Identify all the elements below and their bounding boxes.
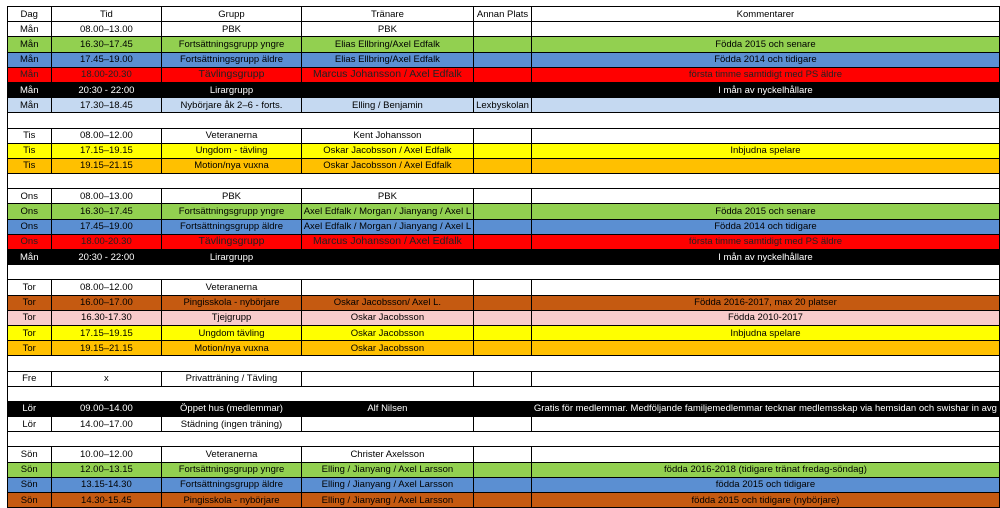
cell-annan-plats <box>474 22 532 37</box>
cell-tid: 10.00–12.00 <box>51 447 162 462</box>
cell-kommentarer <box>531 113 999 128</box>
cell-dag: Sön <box>8 447 52 462</box>
cell-tranare <box>301 174 473 189</box>
cell-annan-plats <box>474 462 532 477</box>
cell-dag: Mån <box>8 98 52 113</box>
table-row <box>8 310 1000 325</box>
cell-tid: 09.00–14.00 <box>51 401 162 416</box>
cell-grupp <box>162 432 301 447</box>
cell-kommentarer: Inbjudna spelare <box>531 143 999 158</box>
cell-dag: Mån <box>8 67 52 82</box>
cell-tid: 08.00–13.00 <box>51 22 162 37</box>
cell-dag: Mån <box>8 22 52 37</box>
table-row <box>8 234 1000 249</box>
table-row <box>8 462 1000 477</box>
cell-tid: 17.15–19.15 <box>51 143 162 158</box>
cell-tranare: Oskar Jacobsson/ Axel L. <box>301 295 473 310</box>
cell-annan-plats <box>474 174 532 189</box>
cell-tranare <box>301 250 473 265</box>
cell-dag: Tor <box>8 295 52 310</box>
cell-tid: x <box>51 371 162 386</box>
cell-annan-plats: Lexbyskolan <box>474 98 532 113</box>
cell-tranare <box>301 280 473 295</box>
spacer-row <box>8 356 1000 371</box>
spacer-row <box>8 432 1000 447</box>
cell-grupp: Fortsättningsgrupp äldre <box>162 219 301 234</box>
cell-tranare: Elling / Benjamin <box>301 98 473 113</box>
cell-tid: 17.45–19.00 <box>51 52 162 67</box>
cell-annan-plats <box>474 310 532 325</box>
cell-annan-plats <box>474 113 532 128</box>
table-row <box>8 143 1000 158</box>
cell-dag: Tor <box>8 310 52 325</box>
cell-tranare: Kent Johansson <box>301 128 473 143</box>
cell-tid: 16.30–17.45 <box>51 37 162 52</box>
header-grupp: Grupp <box>162 7 301 22</box>
cell-annan-plats <box>474 386 532 401</box>
cell-kommentarer <box>531 432 999 447</box>
table-row <box>8 493 1000 508</box>
cell-kommentarer <box>531 280 999 295</box>
cell-tid: 18.00-20.30 <box>51 67 162 82</box>
cell-dag: Ons <box>8 189 52 204</box>
cell-tid <box>51 356 162 371</box>
cell-tranare: Oskar Jacobsson <box>301 325 473 340</box>
cell-tid: 17.15–19.15 <box>51 325 162 340</box>
cell-grupp <box>162 174 301 189</box>
cell-tid: 16.30–17.45 <box>51 204 162 219</box>
cell-dag: Sön <box>8 462 52 477</box>
cell-grupp <box>162 356 301 371</box>
cell-grupp: Lirargrupp <box>162 250 301 265</box>
cell-tid: 08.00–13.00 <box>51 189 162 204</box>
table-row <box>8 295 1000 310</box>
cell-tid: 13.15-14.30 <box>51 477 162 492</box>
cell-tid <box>51 113 162 128</box>
cell-grupp: Fortsättningsgrupp yngre <box>162 37 301 52</box>
cell-dag: Ons <box>8 219 52 234</box>
table-row <box>8 158 1000 173</box>
cell-dag: Mån <box>8 37 52 52</box>
cell-grupp <box>162 113 301 128</box>
cell-annan-plats <box>474 189 532 204</box>
cell-tid: 19.15–21.15 <box>51 341 162 356</box>
cell-tranare: Marcus Johansson / Axel Edfalk <box>301 234 473 249</box>
cell-dag: Ons <box>8 204 52 219</box>
cell-kommentarer: födda 2015 och tidigare <box>531 477 999 492</box>
cell-tranare <box>301 113 473 128</box>
cell-kommentarer: Födda 2014 och tidigare <box>531 52 999 67</box>
cell-tid <box>51 386 162 401</box>
cell-kommentarer <box>531 417 999 432</box>
cell-annan-plats <box>474 82 532 97</box>
cell-dag <box>8 432 52 447</box>
cell-tranare: Oskar Jacobsson / Axel Edfalk <box>301 158 473 173</box>
cell-grupp: Privatträning / Tävling <box>162 371 301 386</box>
header-row <box>8 7 1000 22</box>
cell-tranare <box>301 417 473 432</box>
cell-annan-plats <box>474 341 532 356</box>
spacer-row <box>8 174 1000 189</box>
cell-grupp: Tjejgrupp <box>162 310 301 325</box>
table-row <box>8 250 1000 265</box>
cell-grupp: Veteranerna <box>162 447 301 462</box>
cell-kommentarer: Födda 2015 och senare <box>531 37 999 52</box>
cell-kommentarer <box>531 98 999 113</box>
cell-tranare: Elling / Jianyang / Axel Larsson <box>301 462 473 477</box>
cell-dag <box>8 174 52 189</box>
cell-annan-plats <box>474 417 532 432</box>
table-row <box>8 128 1000 143</box>
cell-annan-plats <box>474 477 532 492</box>
cell-annan-plats <box>474 280 532 295</box>
cell-grupp: Öppet hus (medlemmar) <box>162 401 301 416</box>
cell-annan-plats <box>474 143 532 158</box>
cell-grupp <box>162 386 301 401</box>
cell-grupp: Motion/nya vuxna <box>162 341 301 356</box>
table-row <box>8 447 1000 462</box>
cell-tranare: Oskar Jacobsson <box>301 341 473 356</box>
cell-grupp: Pingisskola - nybörjare <box>162 493 301 508</box>
header-annan-plats: Annan Plats <box>474 7 532 22</box>
cell-grupp: Fortsättningsgrupp äldre <box>162 477 301 492</box>
cell-grupp: Motion/nya vuxna <box>162 158 301 173</box>
cell-dag: Tis <box>8 158 52 173</box>
cell-kommentarer: första timme samtidigt med PS äldre <box>531 67 999 82</box>
cell-annan-plats <box>474 158 532 173</box>
cell-kommentarer <box>531 356 999 371</box>
cell-tranare: Alf Nilsen <box>301 401 473 416</box>
cell-grupp: Ungdom tävling <box>162 325 301 340</box>
cell-dag: Mån <box>8 82 52 97</box>
cell-kommentarer <box>531 341 999 356</box>
schedule-table <box>7 6 1000 508</box>
cell-kommentarer <box>531 386 999 401</box>
cell-tranare: Christer Axelsson <box>301 447 473 462</box>
cell-kommentarer: födda 2016-2018 (tidigare tränat fredag-söndag) <box>531 462 999 477</box>
cell-dag: Tis <box>8 128 52 143</box>
cell-grupp: Pingisskola - nybörjare <box>162 295 301 310</box>
table-row <box>8 82 1000 97</box>
cell-kommentarer: Födda 2010-2017 <box>531 310 999 325</box>
cell-annan-plats <box>474 493 532 508</box>
cell-grupp: Fortsättningsgrupp yngre <box>162 462 301 477</box>
cell-dag: Tor <box>8 341 52 356</box>
cell-annan-plats <box>474 204 532 219</box>
cell-annan-plats <box>474 432 532 447</box>
cell-tranare <box>301 432 473 447</box>
cell-annan-plats <box>474 219 532 234</box>
table-row <box>8 477 1000 492</box>
cell-tid: 14.00–17.00 <box>51 417 162 432</box>
table-row <box>8 204 1000 219</box>
table-row <box>8 219 1000 234</box>
cell-tranare: Marcus Johansson / Axel Edfalk <box>301 67 473 82</box>
table-row <box>8 189 1000 204</box>
header-kommentarer: Kommentarer <box>531 7 999 22</box>
cell-annan-plats <box>474 37 532 52</box>
cell-tid: 16.30-17.30 <box>51 310 162 325</box>
cell-tid: 12.00–13.15 <box>51 462 162 477</box>
cell-tranare <box>301 82 473 97</box>
cell-annan-plats <box>474 325 532 340</box>
cell-annan-plats <box>474 52 532 67</box>
cell-grupp: Veteranerna <box>162 280 301 295</box>
cell-kommentarer: Gratis för medlemmar. Medföljande familjemedlemmar tecknar medlemsskap via hemsidan och swishar in avg <box>531 401 999 416</box>
cell-grupp: Tävlingsgrupp <box>162 234 301 249</box>
cell-kommentarer <box>531 174 999 189</box>
table-row <box>8 371 1000 386</box>
table-row <box>8 98 1000 113</box>
cell-dag <box>8 356 52 371</box>
cell-tranare: Oskar Jacobsson / Axel Edfalk <box>301 143 473 158</box>
cell-grupp <box>162 265 301 280</box>
cell-grupp: Fortsättningsgrupp äldre <box>162 52 301 67</box>
table-row <box>8 417 1000 432</box>
cell-dag: Ons <box>8 234 52 249</box>
cell-annan-plats <box>474 371 532 386</box>
cell-dag: Tis <box>8 143 52 158</box>
cell-tranare <box>301 371 473 386</box>
table-row <box>8 52 1000 67</box>
table-row <box>8 280 1000 295</box>
cell-grupp: Ungdom - tävling <box>162 143 301 158</box>
cell-tranare <box>301 265 473 280</box>
cell-grupp: Veteranerna <box>162 128 301 143</box>
cell-kommentarer: födda 2015 och tidigare (nybörjare) <box>531 493 999 508</box>
cell-dag: Fre <box>8 371 52 386</box>
cell-annan-plats <box>474 67 532 82</box>
cell-tid: 20:30 - 22:00 <box>51 82 162 97</box>
cell-dag: Lör <box>8 401 52 416</box>
cell-dag: Sön <box>8 477 52 492</box>
cell-tranare: Oskar Jacobsson <box>301 310 473 325</box>
cell-tid <box>51 432 162 447</box>
cell-tid: 20:30 - 22:00 <box>51 250 162 265</box>
cell-tid: 14.30-15.45 <box>51 493 162 508</box>
cell-dag <box>8 265 52 280</box>
cell-kommentarer: första timme samtidigt med PS äldre <box>531 234 999 249</box>
cell-tranare <box>301 356 473 371</box>
cell-kommentarer <box>531 128 999 143</box>
spacer-row <box>8 386 1000 401</box>
cell-kommentarer: Födda 2014 och tidigare <box>531 219 999 234</box>
cell-annan-plats <box>474 356 532 371</box>
cell-dag: Tor <box>8 325 52 340</box>
cell-dag <box>8 113 52 128</box>
cell-dag: Lör <box>8 417 52 432</box>
cell-tid: 08.00–12.00 <box>51 280 162 295</box>
table-row <box>8 341 1000 356</box>
cell-dag: Mån <box>8 250 52 265</box>
header-tranare: Tränare <box>301 7 473 22</box>
cell-tid: 18.00-20.30 <box>51 234 162 249</box>
cell-kommentarer: I mån av nyckelhållare <box>531 250 999 265</box>
cell-tranare: PBK <box>301 189 473 204</box>
cell-grupp: Tävlingsgrupp <box>162 67 301 82</box>
cell-tid: 17.30–18.45 <box>51 98 162 113</box>
cell-tranare: Elling / Jianyang / Axel Larsson <box>301 477 473 492</box>
cell-kommentarer: Födda 2016-2017, max 20 platser <box>531 295 999 310</box>
table-row <box>8 401 1000 416</box>
cell-annan-plats <box>474 234 532 249</box>
cell-tid <box>51 265 162 280</box>
header-tid: Tid <box>51 7 162 22</box>
cell-grupp: Städning (ingen träning) <box>162 417 301 432</box>
cell-tid: 19.15–21.15 <box>51 158 162 173</box>
cell-tranare: Elling / Jianyang / Axel Larsson <box>301 493 473 508</box>
spacer-row <box>8 113 1000 128</box>
cell-grupp: Lirargrupp <box>162 82 301 97</box>
table-row <box>8 67 1000 82</box>
cell-tranare: Axel Edfalk / Morgan / Jianyang / Axel L <box>301 204 473 219</box>
cell-tranare: Elias Ellbring/Axel Edfalk <box>301 37 473 52</box>
cell-kommentarer: I mån av nyckelhållare <box>531 82 999 97</box>
table-row <box>8 37 1000 52</box>
table-row <box>8 22 1000 37</box>
cell-tid <box>51 174 162 189</box>
cell-grupp: Fortsättningsgrupp yngre <box>162 204 301 219</box>
cell-annan-plats <box>474 128 532 143</box>
table-row <box>8 325 1000 340</box>
cell-annan-plats <box>474 447 532 462</box>
cell-kommentarer: Inbjudna spelare <box>531 325 999 340</box>
cell-kommentarer <box>531 22 999 37</box>
cell-dag <box>8 386 52 401</box>
cell-kommentarer <box>531 447 999 462</box>
cell-tid: 08.00–12.00 <box>51 128 162 143</box>
cell-kommentarer <box>531 158 999 173</box>
cell-annan-plats <box>474 295 532 310</box>
header-dag: Dag <box>8 7 52 22</box>
cell-annan-plats <box>474 250 532 265</box>
cell-tid: 17.45–19.00 <box>51 219 162 234</box>
cell-grupp: Nybörjare åk 2–6 - forts. <box>162 98 301 113</box>
cell-tranare: PBK <box>301 22 473 37</box>
cell-tranare: Axel Edfalk / Morgan / Jianyang / Axel L <box>301 219 473 234</box>
cell-kommentarer <box>531 371 999 386</box>
cell-kommentarer: Födda 2015 och senare <box>531 204 999 219</box>
cell-tid: 16.00–17.00 <box>51 295 162 310</box>
cell-tranare <box>301 386 473 401</box>
cell-kommentarer <box>531 189 999 204</box>
cell-dag: Sön <box>8 493 52 508</box>
cell-annan-plats <box>474 265 532 280</box>
cell-grupp: PBK <box>162 22 301 37</box>
cell-kommentarer <box>531 265 999 280</box>
cell-dag: Mån <box>8 52 52 67</box>
cell-grupp: PBK <box>162 189 301 204</box>
cell-dag: Tor <box>8 280 52 295</box>
spacer-row <box>8 265 1000 280</box>
cell-annan-plats <box>474 401 532 416</box>
cell-tranare: Elias Ellbring/Axel Edfalk <box>301 52 473 67</box>
